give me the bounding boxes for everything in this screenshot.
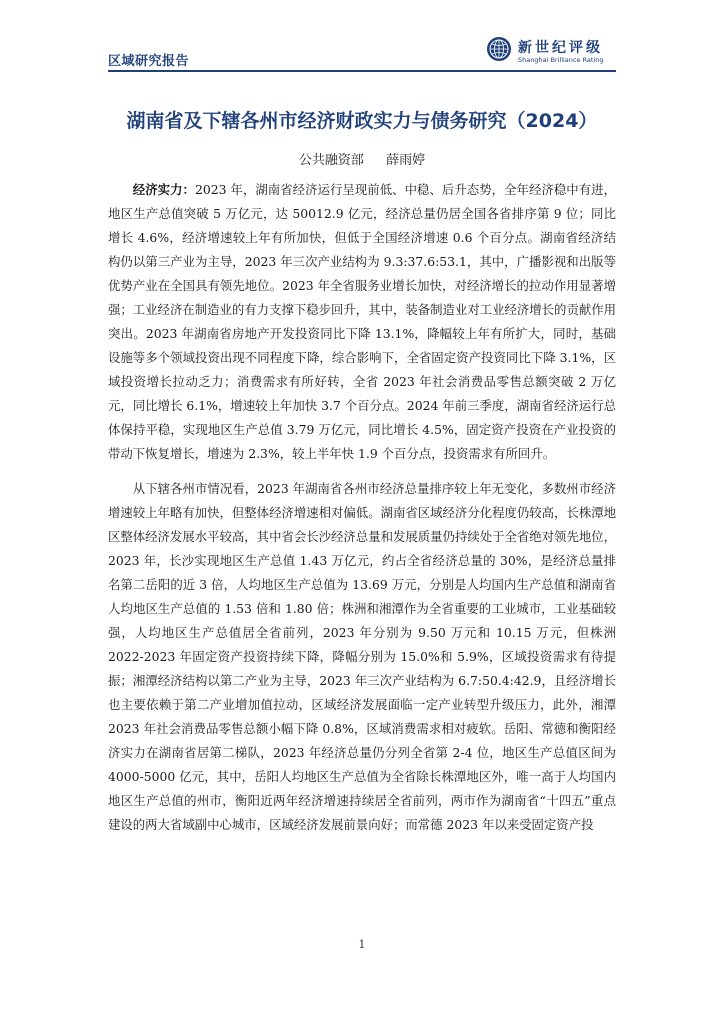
- header-divider: [108, 70, 616, 72]
- author-department: 公共融资部: [298, 153, 364, 168]
- page-number: 1: [358, 938, 366, 951]
- brand-logo: [486, 36, 616, 70]
- paragraph-lead: 经济实力：: [132, 182, 195, 197]
- paragraph-prefectures: [108, 477, 616, 837]
- author-line: [108, 149, 616, 168]
- logo-chinese-name: 新世纪评级: [518, 40, 603, 56]
- logo-english-name: Shanghai Brilliance Rating: [518, 56, 604, 64]
- section-label: 区域研究报告: [108, 54, 190, 69]
- author-name: 薛雨婷: [386, 153, 426, 168]
- paragraph-text: 从下辖各州市情况看，2023 年湖南省各州市经济总量排序较上年无变化，多数州市经济增速较上年略有加快，但整体经济增速相对偏低。湖南省区域经济分化程度仍较高，长株潭地区整体经济发展水平较高，其中省会长沙经济总量和发展质量仍持续处于全省绝对领先地位，2023 年，长沙实现地区生产总值 1.43 万亿元，约占全省经济总量的 30%，是经济总量排名第二岳阳的近 3 倍，人均地区生产总值为 13.69 万元，分别是人均国内生产总值和湖南省人均地区生产总值的 1.53 倍和 1.80 倍；株洲和湘潭作为全省重要的工业城市，工业基础较强，人均地区生产总值居全省前列，2023 年分别为 9.50 万元和 10.15 万元，但株洲 2022-2023 年固定资产投资持续下降，降幅分别为 15.0%和 5.9%，区域投资需求有待提振；湘潭经济结构以第二产业为主导，2023 年三次产业结构为 6.7:50.4:42.9，且经济增长也主要依赖于第二产业增加值拉动，区域经济发展面临一定产业转型升级压力，此外，湘潭 2023 年社会消费品零售总额小幅下降 0.8%，区域消费需求相对疲软。岳阳、常德和衡阳经济实力在湖南省居第二梯队，2023 年经济总量仍分列全省第 2-4 位，地区生产总值区间为 4000-5000 亿元，其中，岳阳人均地区生产总值为全省除长株潭地区外，唯一高于人均国内地区生产总值的州市，衡阳近两年经济增速持续居全省前列，两市作为湖南省“十四五”重点建设的两大省域副中心城市，区域经济发展前景向好；而常德 2023 年以来受固定资产投: [108, 481, 617, 832]
- globe-logo-icon: [486, 36, 512, 62]
- report-body: [108, 178, 616, 837]
- paragraph-text: 2023 年，湖南省经济运行呈现前低、中稳、后升态势，全年经济稳中有进，地区生产总值突破 5 万亿元，达 50012.9 亿元，经济总量仍居全国各省排序第 9 位；同比增长 4.6%，经济增速较上年有所加快，但低于全国经济增速 0.6 个百分点。湖南省经济结构仍以第三产业为主导，2023 年三次产业结构为 9.3:37.6:53.1，其中，广播影视和出版等优势产业在全国具有领先地位。2023 年全省服务业增长加快，对经济增长的拉动作用显著增强；工业经济在制造业的有力支撑下稳步回升，其中，装备制造业对工业经济增长的贡献作用突出。2023 年湖南省房地产开发投资同比下降 13.1%，降幅较上年有所扩大，同时，基础设施等多个领域投资出现不同程度下降，综合影响下，全省固定资产投资同比下降 3.1%，区域投资增长拉动乏力；消费需求有所好转，全省 2023 年社会消费品零售总额突破 2 万亿元，同比增长 6.1%，增速较上年加快 3.7 个百分点。2024 年前三季度，湖南省经济运行总体保持平稳，实现地区生产总值 3.79 万亿元，同比增长 4.5%，固定资产投资在产业投资的带动下恢复增长，增速为 2.3%，较上半年快 1.9 个百分点，投资需求有所回升。: [108, 182, 617, 461]
- page-title: 湖南省及下辖各州市经济财政实力与债务研究（2024）: [126, 110, 598, 132]
- paragraph-economy: [108, 178, 616, 466]
